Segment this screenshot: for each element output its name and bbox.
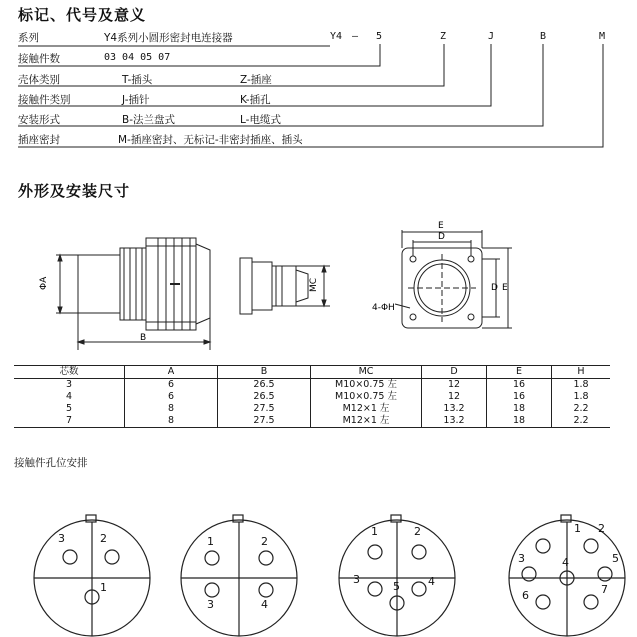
- table-cell: 2.2: [573, 403, 589, 414]
- table-cell: 6: [125, 379, 218, 392]
- pin-label: 1: [574, 522, 581, 535]
- pin-label: 5: [612, 552, 619, 565]
- dim-label-phi-a: ΦA: [39, 276, 49, 290]
- pin-label: 4: [261, 598, 268, 611]
- code-part-series: Y4: [330, 31, 343, 42]
- code-row-desc-flange: B-法兰盘式: [122, 114, 175, 126]
- table-cell: 3: [14, 379, 125, 392]
- table-cell: 16: [487, 379, 552, 392]
- table-header-cell: 芯数: [14, 366, 125, 379]
- code-part-dash: —: [352, 31, 359, 42]
- table-row: [14, 379, 610, 392]
- pin-layout-3: [34, 515, 150, 636]
- code-row-label-mounting: 安装形式: [18, 114, 60, 126]
- dim-label-d-side: D: [491, 283, 498, 293]
- table-cell: 2.2: [552, 415, 611, 428]
- code-row-desc-cable: L-电缆式: [240, 114, 281, 126]
- code-part-shell: Z: [440, 31, 447, 42]
- table-cell: 12: [422, 391, 487, 403]
- code-row-label-shell: 壳体类别: [18, 74, 60, 86]
- table-cell: 5: [14, 403, 125, 415]
- table-cell: 4: [14, 391, 125, 403]
- table-header-cell: E: [487, 366, 552, 379]
- pin-label: 4: [562, 556, 569, 569]
- section-title-marking: 标记、代号及意义: [18, 6, 147, 24]
- table-cell: 26.5: [218, 379, 311, 392]
- pin-label: 2: [598, 522, 605, 535]
- table-cell: 18: [487, 403, 552, 415]
- table-cell: 27.5: [218, 415, 311, 428]
- table-row: [14, 415, 610, 428]
- pin-label: 6: [522, 589, 529, 602]
- table-cell: 27.5: [218, 403, 311, 415]
- table-cell: 1.8: [573, 379, 589, 390]
- pin-layouts: [0, 505, 637, 637]
- code-row-desc-contacts: 03 04 05 07: [104, 52, 171, 63]
- table-cell: 18: [487, 415, 552, 428]
- table-cell: 26.5: [218, 391, 311, 403]
- code-row-desc-shell-socket: Z-插座: [240, 74, 272, 86]
- dim-label-e-top: E: [438, 221, 444, 231]
- table-cell: 16: [487, 391, 552, 403]
- pin-label: 7: [601, 583, 608, 596]
- pin-label: 3: [207, 598, 214, 611]
- table-cell: M12×1 左: [311, 415, 422, 428]
- table-cell: 13.2: [422, 415, 487, 428]
- table-cell: M10×0.75 左: [311, 391, 422, 403]
- table-cell: 8: [125, 403, 218, 415]
- pin-label: 5: [393, 580, 400, 593]
- table-cell: 1.8: [573, 391, 589, 402]
- connector-drawings: [0, 200, 637, 360]
- code-row-desc-series: Y4系列小圆形密封电连接器: [104, 32, 233, 44]
- pin-label: 2: [261, 535, 268, 548]
- dim-label-d-top: D: [438, 232, 445, 242]
- dim-label-hole: 4-ΦH: [372, 303, 395, 313]
- code-part-count: 5: [376, 31, 383, 42]
- pin-label: 1: [100, 581, 107, 594]
- table-row: [14, 391, 610, 403]
- code-row-desc-sealing: M-插座密封、无标记-非密封插座、插头: [118, 134, 303, 146]
- code-row-label-sealing: 插座密封: [18, 134, 60, 146]
- pin-label: 4: [428, 575, 435, 588]
- table-cell: 8: [125, 415, 218, 428]
- section-title-pin-layout: 接触件孔位安排: [14, 457, 88, 469]
- pin-label: 3: [353, 573, 360, 586]
- table-cell: M10×0.75 左: [311, 379, 422, 392]
- pin-label: 3: [518, 552, 525, 565]
- code-leader-lines: [0, 0, 637, 160]
- code-part-mount: B: [540, 31, 547, 42]
- pin-layout-7: [509, 515, 625, 636]
- pin-label: 1: [371, 525, 378, 538]
- table-cell: 12: [422, 379, 487, 392]
- code-row-label-contacts: 接触件数: [18, 53, 60, 65]
- code-row-desc-shell-plug: T-插头: [122, 74, 153, 86]
- table-header-cell: B: [218, 366, 311, 379]
- table-header-cell: D: [422, 366, 487, 379]
- pin-label: 1: [207, 535, 214, 548]
- code-row-label-series: 系列: [18, 32, 39, 44]
- code-row-label-contact-type: 接触件类别: [18, 94, 71, 106]
- plug-side-view: [78, 238, 210, 330]
- code-row-desc-pin: J-插针: [122, 94, 150, 106]
- table-cell: 6: [125, 391, 218, 403]
- table-cell: M12×1 左: [311, 403, 422, 415]
- code-part-seal: M: [599, 31, 606, 42]
- dim-label-b: B: [140, 333, 147, 343]
- section-title-dimensions: 外形及安装尺寸: [18, 182, 131, 200]
- pin-layout-4: [181, 515, 297, 636]
- table-header-cell: H: [552, 366, 611, 379]
- table-header-cell: A: [125, 366, 218, 379]
- pin-label: 2: [414, 525, 421, 538]
- code-part-contact: J: [488, 31, 495, 42]
- table-header-row: [14, 366, 610, 379]
- table-row: [14, 403, 610, 415]
- pin-label: 3: [58, 532, 65, 545]
- dimension-table: [14, 365, 610, 428]
- dim-label-e-side: E: [502, 283, 508, 293]
- pin-label: 2: [100, 532, 107, 545]
- table-header-cell: MC: [311, 366, 422, 379]
- table-cell: 13.2: [422, 403, 487, 415]
- dim-label-mc: MC: [309, 277, 319, 292]
- code-row-desc-socket-contact: K-插孔: [240, 94, 271, 106]
- table-cell: 7: [14, 415, 125, 428]
- flange-front-view: [402, 248, 482, 328]
